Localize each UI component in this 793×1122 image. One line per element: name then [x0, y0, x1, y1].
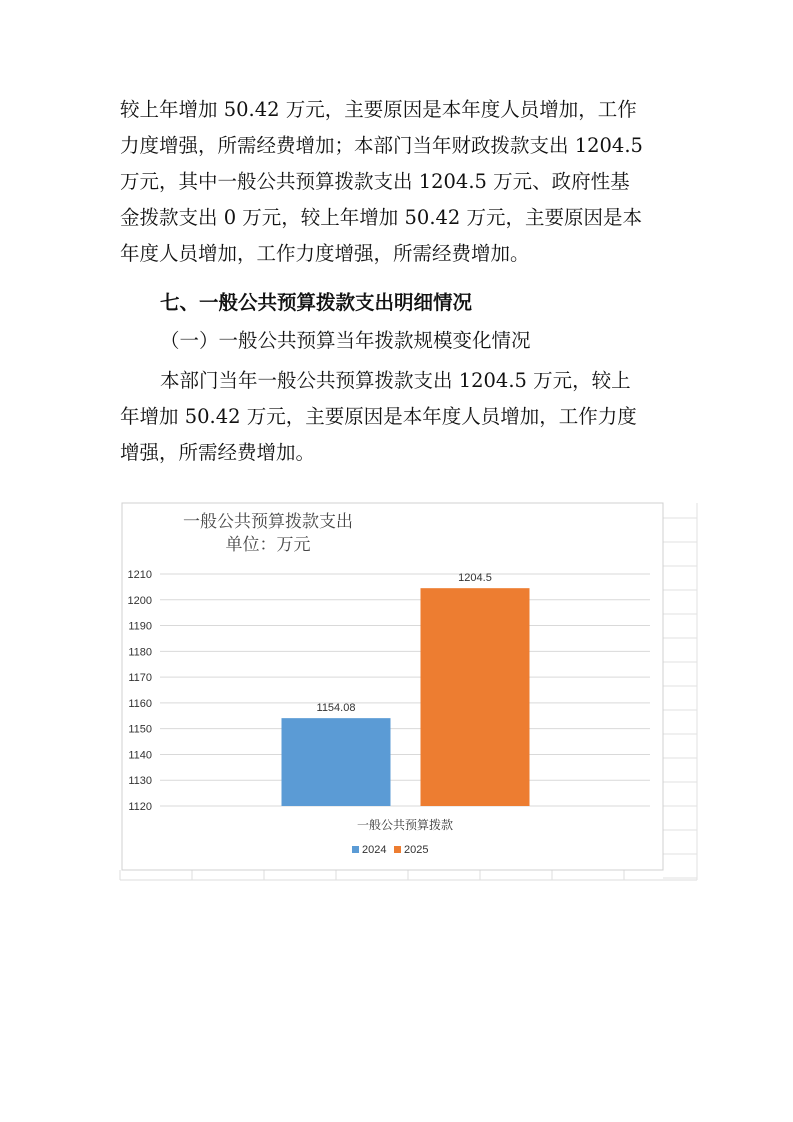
legend-swatch-2025: [394, 846, 401, 853]
text-line: 万元，其中一般公共预算拨款支出 1204.5 万元、政府性基: [120, 170, 630, 193]
chart-subtitle: 单位：万元: [225, 535, 311, 555]
text-line: 金拨款支出 0 万元，较上年增加 50.42 万元，主要原因是本: [120, 206, 643, 229]
y-tick-label: 1150: [128, 723, 152, 736]
y-tick-label: 1140: [128, 749, 152, 762]
legend-label-2024: 2024: [362, 844, 387, 856]
chart-title: 一般公共预算拨款支出: [183, 512, 353, 532]
text-line: 增强，所需经费增加。: [120, 441, 316, 464]
chart-frame: [122, 503, 663, 870]
y-tick-label: 1190: [128, 620, 152, 633]
legend-swatch-2024: [352, 846, 359, 853]
bar-2024: [282, 718, 391, 806]
y-tick-label: 1120: [128, 801, 152, 813]
text-line: 较上年增加 50.42 万元，主要原因是本年度人员增加，工作: [120, 98, 637, 121]
text-line: 本部门当年一般公共预算拨款支出 1204.5 万元，较上: [160, 369, 631, 392]
data-label-2024: 1154.08: [316, 702, 356, 715]
category-label: 一般公共预算拨款: [356, 818, 454, 832]
y-tick-label: 1200: [127, 594, 152, 607]
y-tick-label: 1210: [127, 569, 152, 581]
text-line: 力度增强，所需经费增加；本部门当年财政拨款支出 1204.5: [120, 134, 643, 157]
section-heading: 七、一般公共预算拨款支出明细情况: [160, 291, 473, 314]
text-line: 年度人员增加，工作力度增强，所需经费增加。: [120, 242, 530, 265]
y-tick-label: 1170: [128, 672, 152, 685]
legend-label-2025: 2025: [404, 844, 429, 856]
y-tick-label: 1130: [128, 775, 152, 788]
data-label-2025: 1204.5: [458, 572, 492, 585]
subsection-heading: （一）一般公共预算当年拨款规模变化情况: [160, 329, 531, 352]
text-line: 年增加 50.42 万元，主要原因是本年度人员增加，工作力度: [120, 405, 637, 428]
y-tick-label: 1160: [128, 697, 152, 710]
bar-2025: [421, 588, 530, 806]
y-tick-label: 1180: [128, 646, 152, 659]
